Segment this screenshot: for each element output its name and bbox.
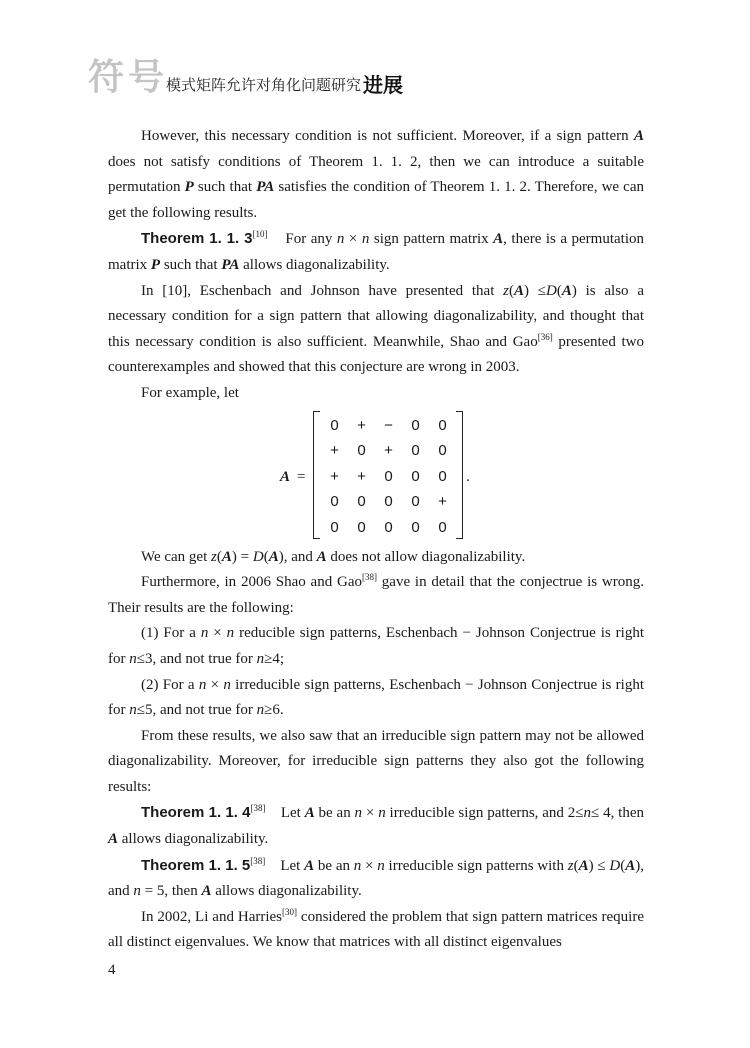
citation: [38] xyxy=(362,572,377,583)
matrix-cell: + xyxy=(330,442,339,460)
citation: [36] xyxy=(537,331,553,342)
matrix-cell: 0 xyxy=(438,416,447,434)
list-item-irreducible: (2) For a n × n irreducible sign patterns, Eschenbach − Johnson Conjectrue is right for n≤5, and not true for n≥6. xyxy=(108,676,644,719)
matrix-equation xyxy=(108,409,644,541)
theorem-1-1-5: Theorem 1. 1. 5[38] Let A be an n × n irreducible sign patterns with z(A) ≤ D(A), and n = 5, then A allows diagonalizability. xyxy=(108,855,644,900)
citation: [10] xyxy=(252,229,268,240)
equals-sign: = xyxy=(297,468,306,485)
matrix-cell: 0 xyxy=(330,416,339,434)
paragraph-conjecture: In [10], Eschenbach and Johnson have presented that z(A) ≤D(A) is also a necessary condition for a sign pattern that allowing diagonalizability, and thought that this necessary condition is also sufficient. Meanwhile, Shao and Gao[36] presented two counterexamples and showed that this conjecture are wrong in 2003. xyxy=(108,282,644,376)
page-number: 4 xyxy=(108,962,116,978)
matrix-grid xyxy=(321,413,456,541)
list-number: (2) xyxy=(141,676,159,693)
matrix-cell: 0 xyxy=(438,518,447,536)
matrix-cell: − xyxy=(384,416,393,434)
matrix-cell: 0 xyxy=(384,518,393,536)
paragraph-example: For example, let xyxy=(141,384,239,401)
matrix-cell: + xyxy=(357,416,366,434)
page-body xyxy=(108,124,644,956)
matrix-cell: 0 xyxy=(357,442,366,460)
matrix-cell: + xyxy=(357,467,366,485)
list-item-reducible: (1) For a n × n reducible sign patterns, Eschenbach − Johnson Conjectrue is right for n≤3, and not true for n≥4; xyxy=(108,625,644,667)
left-bracket xyxy=(313,411,320,539)
matrix-cell: + xyxy=(384,442,393,460)
matrix-cell: 0 xyxy=(330,518,339,536)
matrix-cell: 0 xyxy=(384,467,393,485)
theorem-title: Theorem 1. 1. 5 xyxy=(141,856,251,874)
matrix-cell: 0 xyxy=(384,493,393,511)
matrix-cell: 0 xyxy=(411,416,420,434)
matrix-cell: 0 xyxy=(411,442,420,460)
citation: [38] xyxy=(250,855,266,866)
matrix-cell: + xyxy=(438,493,447,511)
header-title-progress: 进展 xyxy=(363,73,404,97)
matrix-cell: 0 xyxy=(411,493,420,511)
matrix-cell: 0 xyxy=(438,442,447,460)
sign-pattern-matrix xyxy=(313,411,463,539)
theorem-title: Theorem 1. 1. 3 xyxy=(141,230,253,248)
matrix-cell: 0 xyxy=(411,518,420,536)
header-title: 模式矩阵允许对角化问题研究 xyxy=(166,76,362,94)
theorem-1-1-4: Theorem 1. 1. 4[38] Let A be an n × n irreducible sign patterns, and 2≤n≤ 4, then A allows diagonalizability. xyxy=(108,803,644,848)
paragraph-li-harries: In 2002, Li and Harries[30] considered the problem that sign pattern matrices require all distinct eigenvalues. We know that matrices with all distinct eigenvalues xyxy=(108,906,644,951)
theorem-title: Theorem 1. 1. 4 xyxy=(141,804,251,822)
matrix-cell: 0 xyxy=(411,467,420,485)
citation: [30] xyxy=(282,906,298,917)
paragraph-result: We can get z(A) = D(A), and A does not allow diagonalizability. xyxy=(141,548,526,565)
citation: [38] xyxy=(250,803,266,814)
right-bracket xyxy=(456,411,463,539)
paragraph-intro: However, this necessary condition is not sufficient. Moreover, if a sign pattern A does not satisfy conditions of Theorem 1. 1. 2, then we can introduce a suitable permutation P such that PA satisfies the condition of Theorem 1. 1. 2. Therefore, we can get the following results. xyxy=(108,128,645,221)
list-number: (1) xyxy=(141,625,159,642)
running-header xyxy=(88,58,403,98)
matrix-cell: + xyxy=(330,467,339,485)
matrix-cell: 0 xyxy=(357,518,366,536)
matrix-cell: 0 xyxy=(438,467,447,485)
theorem-1-1-3: Theorem 1. 1. 3[10] For any n × n sign pattern matrix A, there is a permutation matrix P such that PA allows diagonalizability. xyxy=(108,229,644,273)
matrix-cell: 0 xyxy=(357,493,366,511)
paragraph-shao-gao: Furthermore, in 2006 Shao and Gao[38] gave in detail that the conjectrue is wrong. Their results are the following: xyxy=(108,572,644,616)
period: . xyxy=(466,468,470,485)
matrix-label: A xyxy=(280,468,291,485)
matrix-cell: 0 xyxy=(330,493,339,511)
paragraph-irreducible: From these results, we also saw that an irreducible sign pattern may not be allowed diagonalizability. Moreover, for irreducible sign patterns they also got the following results: xyxy=(108,727,644,795)
header-decoration: 符 号 xyxy=(88,57,165,98)
